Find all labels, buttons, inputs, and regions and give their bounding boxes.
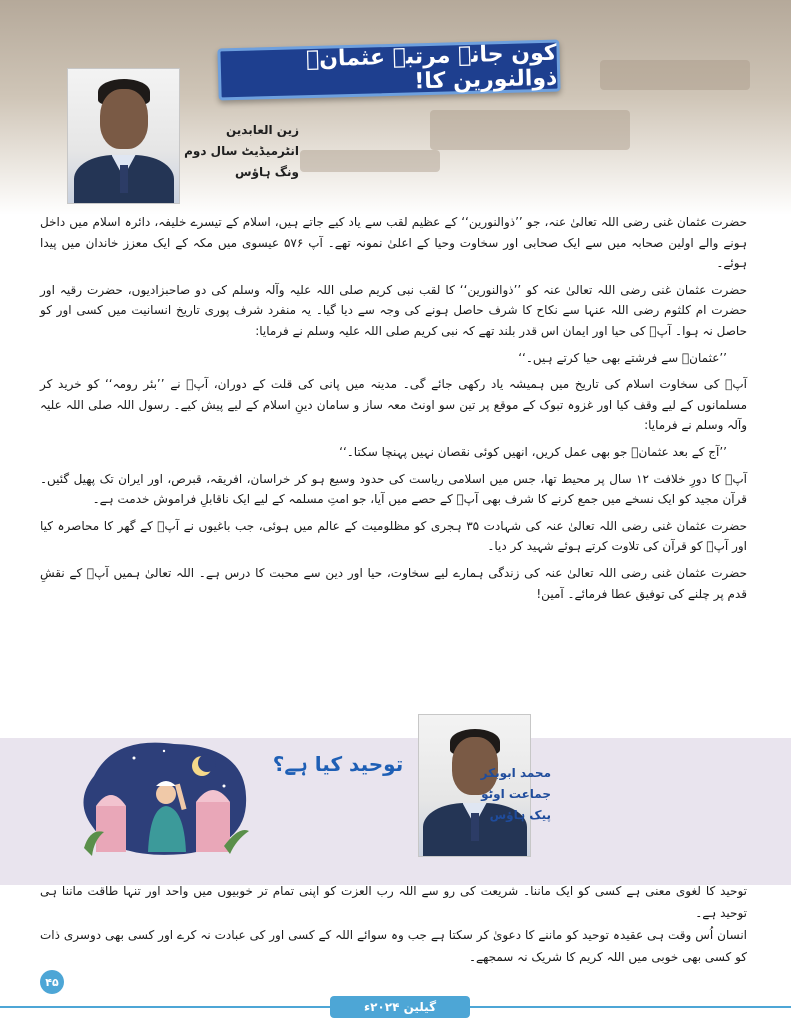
page-number: ۴۵ — [45, 975, 59, 989]
quote: ’’آج کے بعد عثمانؓ جو بھی عمل کریں، انھیں کوئی نقصان نہیں پہنچا سکتا۔‘‘ — [339, 444, 727, 459]
quote: ’’عثمانؓ سے فرشتے بھی حیا کرتے ہیں۔‘‘ — [518, 350, 727, 365]
article-title-banner — [217, 40, 560, 101]
paragraph: آپؓ کی سخاوت اسلام کی تاریخ میں ہمیشہ یاد رکھی جائے گی۔ مدینہ میں پانی کی قلت کے دوران، آپؓ نے ’’بئر رومہ‘‘ کو خرید کر مسلمانوں کے لیے وقف کیا اور غزوہ تبوک کے موقع پر تین سو اونٹ معہ ساز و سامان دینِ اسلام کے لیے پیش کیے۔ رسول اللہ صلی اللہ علیہ وآلہ وسلم نے فرمایا: — [40, 377, 747, 433]
author-name: زین العابدین — [225, 123, 299, 137]
author-house: ونگ ہاؤس — [235, 165, 299, 179]
paragraph: حضرت عثمان غنی رضی اللہ تعالیٰ عنہ، جو ’’ذوالنورین‘‘ کے عظیم لقب سے یاد کیے جاتے ہیں، اسلام کے تیسرے خلیفہ، دائرہ اسلام میں داخل ہونے والے اولین صحابہ میں سے ایک صحابی اور سخاوت وحیا کے اعلیٰ نمونہ تھے۔ آپ ۵۷۶ عیسوی میں مکہ کے ایک معزز خاندان میں پیدا ہوئے۔ — [40, 215, 747, 271]
author-photo — [67, 68, 180, 204]
article-body — [40, 212, 747, 610]
mosque-illustration — [74, 736, 254, 860]
paragraph: انسان اُس وقت ہی عقیدہ توحید کو ماننے کا دعویٰ کر سکتا ہے جب وہ سوائے اللہ کے کسی اور کی عبادت نہ کرے اور کسی بھی دوسری ذات کو کسی بھی خوبی میں اللہ کریم کا شریک نہ سمجھے۔ — [40, 928, 747, 964]
author-byline — [184, 120, 299, 183]
section-title: توحید کیا ہے؟ — [272, 752, 404, 776]
footer — [0, 990, 791, 1024]
article-title: کون جانے مرتبہ عثمانؓ ذوالنورین کا! — [305, 40, 558, 95]
magazine-name-tab — [330, 996, 470, 1018]
paragraph: توحید کا لغوی معنی ہے کسی کو ایک ماننا۔ شریعت کی رو سے اللہ رب العزت کو اپنی تمام تر خوبیوں میں واحد اور تنہا طاقت ماننا ہی توحید ہے۔ — [40, 884, 747, 920]
paragraph: حضرت عثمان غنی رضی اللہ تعالیٰ عنہ کی زندگی ہمارے لیے سخاوت، حیا اور دین سے محبت کا درس ہے۔ اللہ تعالیٰ ہمیں آپؓ کے نقشِ قدم پر چلنے کی توفیق عطا فرمائے۔ آمین! — [40, 565, 747, 601]
author-house: پیک ہاؤس — [489, 808, 551, 822]
paragraph: آپؓ کا دورِ خلافت ۱۲ سال پر محیط تھا، جس میں اسلامی ریاست کی حدود وسیع ہو کر خراسان، افریقہ، قبرص، اور ایران تک پھیل گئیں۔ قرآن مجید کو ایک نسخے میں جمع کرنے کا شرف بھی آپؓ کے حصے میں آیا، جو امتِ مسلمہ کے لیے ایک ناقابلِ فراموش خدمت ہے۔ — [40, 471, 747, 507]
paragraph: حضرت عثمان غنی رضی اللہ تعالیٰ عنہ کو ’’ذوالنورین‘‘ کا لقب نبی کریم صلی اللہ علیہ وآلہ وسلم کی دو صاحبزادیوں، حضرت رقیہ اور حضرت ام کلثوم رضی اللہ عنہا سے نکاح کا شرف حاصل ہونے کی وجہ سے دیا گیا۔ یہ منفرد شرف پوری تاریخ انسانیت میں کسی اور کو حاصل نہ ہوا۔ آپؓ کی حیا اور ایمان اس قدر بلند تھے کہ نبی کریم صلی اللہ علیہ وسلم نے فرمایا: — [40, 282, 747, 338]
author-name: محمد ابوبکر — [480, 766, 551, 780]
author-byline — [481, 763, 551, 826]
author-class: جماعت اوٹو — [481, 787, 551, 801]
author-class: انٹرمیڈیٹ سال دوم — [184, 144, 299, 158]
article-body — [40, 880, 747, 968]
paragraph: حضرت عثمان غنی رضی اللہ تعالیٰ عنہ کی شہادت ۳۵ ہجری کو مظلومیت کے عالم میں ہوئی، جب باغیوں نے آپؓ کے گھر کا محاصرہ کیا اور آپؓ کو قرآن کی تلاوت کرتے ہوئے شہید کر دیا۔ — [40, 518, 747, 554]
magazine-name: گیلین ۲۰۲۴ء — [363, 1000, 437, 1014]
